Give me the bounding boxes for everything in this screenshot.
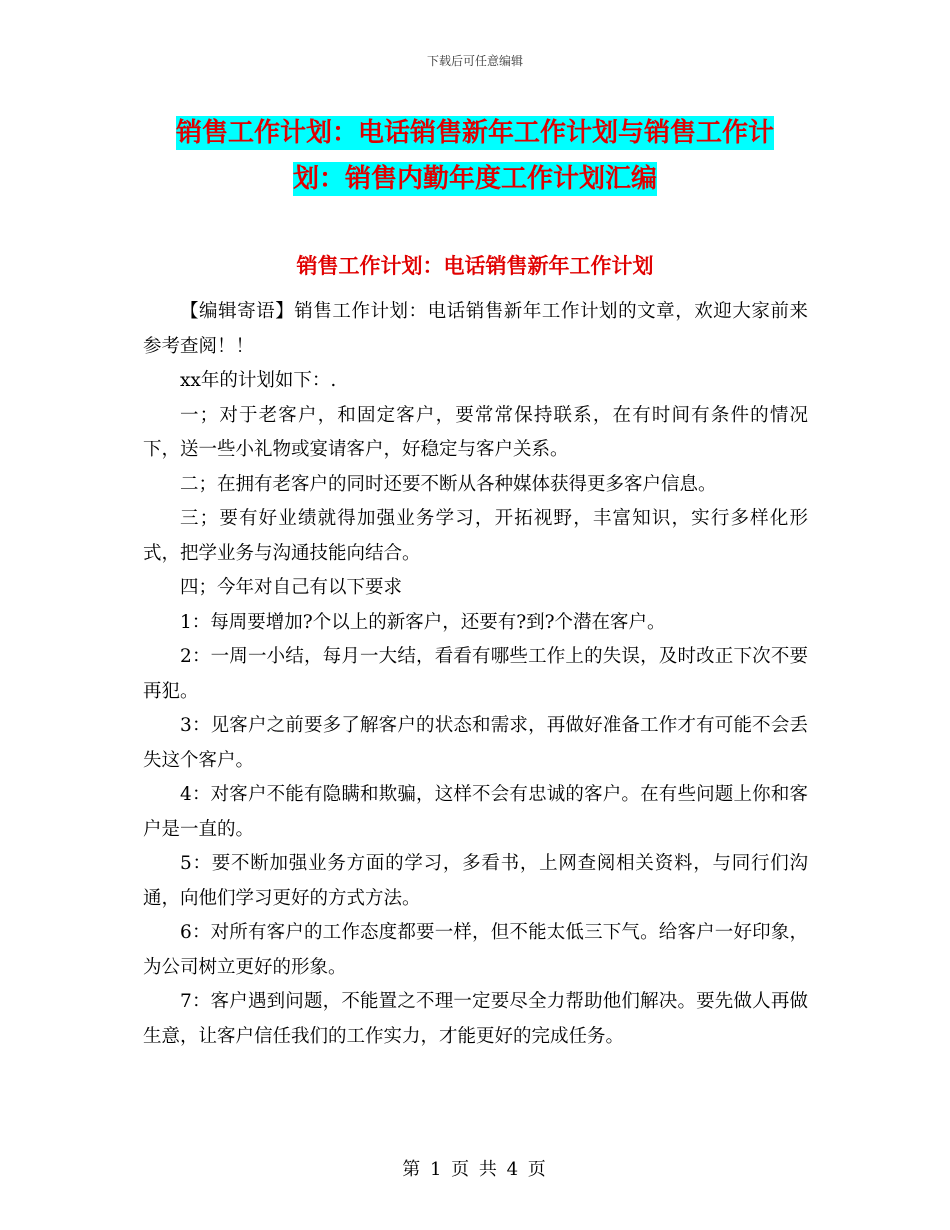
document-body bbox=[143, 295, 808, 1054]
main-title-line-2 bbox=[0, 158, 950, 195]
paragraph-requirement-3: 3：见客户之前要多了解客户的状态和需求，再做好准备工作才有可能不会丢失这个客户。 bbox=[143, 715, 808, 771]
section-title: 销售工作计划：电话销售新年工作计划 bbox=[296, 254, 654, 278]
paragraph-item-4: 四；今年对自己有以下要求 bbox=[180, 577, 403, 598]
main-title-line-1-text: 销售工作计划：电话销售新年工作计划与销售工作计 bbox=[175, 118, 774, 148]
paragraph-requirement-6: 6：对所有客户的工作态度都要一样，但不能太低三下气。给客户一好印象，为公司树立更好的形象。 bbox=[143, 922, 808, 978]
main-title-line-1 bbox=[0, 112, 950, 149]
page-footer: 第 1 页 共 4 页 bbox=[402, 1159, 548, 1180]
paragraph-requirement-7: 7：客户遇到问题，不能置之不理一定要尽全力帮助他们解决。要先做人再做生意，让客户信任我们的工作实力，才能更好的完成任务。 bbox=[143, 991, 808, 1047]
paragraph-requirement-2: 2：一周一小结，每月一大结，看看有哪些工作上的失误，及时改正下次不要再犯。 bbox=[143, 646, 808, 702]
paragraph-plan-intro: xx年的计划如下：. bbox=[180, 370, 337, 391]
paragraph-requirement-4: 4：对客户不能有隐瞒和欺骗，这样不会有忠诚的客户。在有些问题上你和客户是一直的。 bbox=[143, 784, 808, 840]
header-note: 下载后可任意编辑 bbox=[426, 54, 523, 68]
paragraph-requirement-5: 5：要不断加强业务方面的学习，多看书，上网查阅相关资料，与同行们沟通，向他们学习更好的方式方法。 bbox=[143, 853, 808, 909]
paragraph-item-2: 二；在拥有老客户的同时还要不断从各种媒体获得更多客户信息。 bbox=[180, 473, 717, 495]
main-title-line-2-text: 划：销售内勤年度工作计划汇编 bbox=[292, 164, 657, 194]
paragraph-requirement-1: 1：每周要增加?个以上的新客户，还要有?到?个潜在客户。 bbox=[180, 611, 666, 633]
paragraph-item-3: 三；要有好业绩就得加强业务学习，开拓视野，丰富知识，实行多样化形式，把学业务与沟通技能向结合。 bbox=[143, 508, 808, 564]
paragraph-editor-note: 【编辑寄语】销售工作计划：电话销售新年工作计划的文章，欢迎大家前来参考查阅！！ bbox=[143, 301, 808, 357]
paragraph-item-1: 一；对于老客户，和固定客户，要常常保持联系，在有时间有条件的情况下，送一些小礼物或宴请客户，好稳定与客户关系。 bbox=[143, 404, 808, 460]
